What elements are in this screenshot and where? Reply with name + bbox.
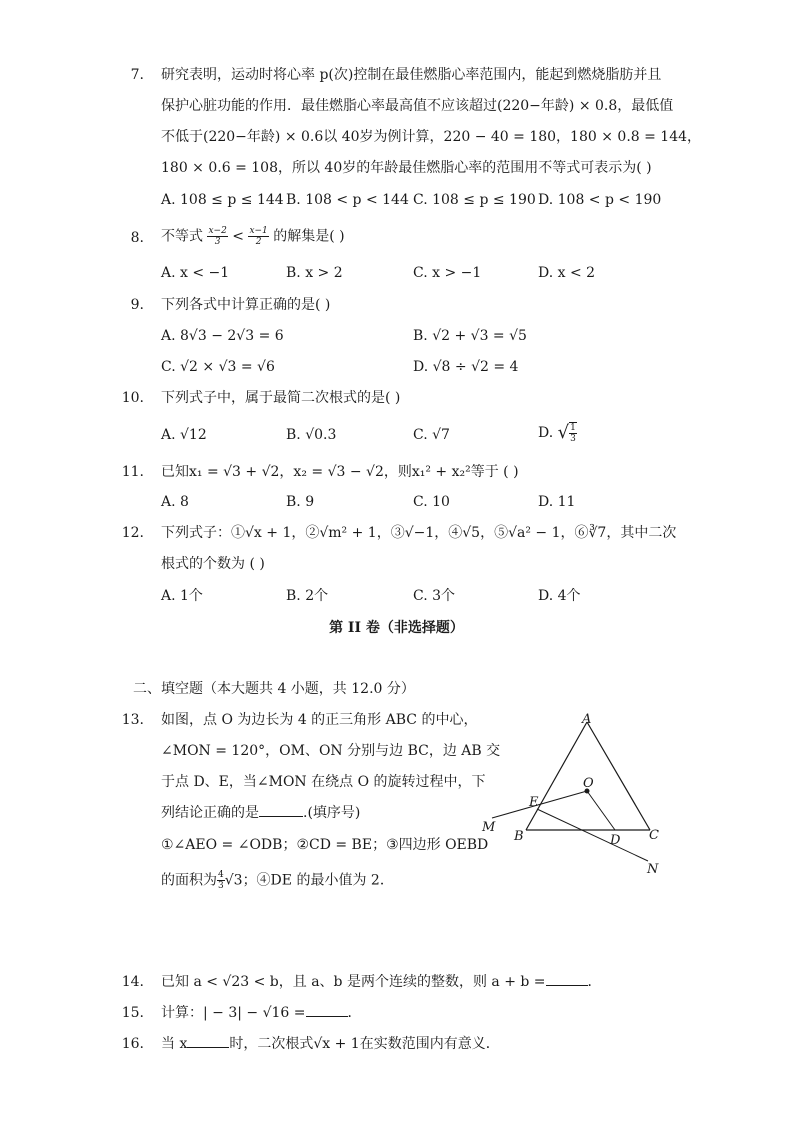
- q8-less-than: <: [232, 228, 244, 245]
- q15-answer-blank[interactable]: [306, 1016, 348, 1017]
- q13-number: 13.: [121, 712, 144, 728]
- q16-text: 当 x 时，二次根式√x + 1在实数范围内有意义．: [161, 1036, 500, 1052]
- q9-number: 9.: [130, 297, 144, 313]
- q8-fraction-right: $\frac{x-1}{2}$: [249, 226, 268, 247]
- q10-option-d: D. √ $\frac{1}{3}$: [538, 422, 576, 444]
- q13-line1: 如图，点 O 为边长为 4 的正三角形 ABC 的中心，: [161, 712, 478, 728]
- q13-line4: 列结论正确的是 .(填序号): [161, 805, 361, 821]
- q11-option-b: B. 9: [286, 494, 315, 510]
- q8-option-b: B. x > 2: [286, 265, 343, 281]
- ray-en: [537, 809, 648, 861]
- q7-option-b: B. 108 < p < 144: [286, 192, 409, 208]
- q7-line2: 保护心脏功能的作用．最佳燃脂心率最高值不应该超过(220−年龄) × 0.8，最低值: [161, 98, 674, 114]
- q12-number: 12.: [121, 525, 144, 541]
- q15-text: 计算：| − 3| − √16 = ．: [161, 1005, 362, 1021]
- ray-om: [492, 791, 587, 818]
- q10-option-a: A. √12: [161, 427, 207, 443]
- q11-option-a: A. 8: [161, 494, 189, 510]
- label-d: D: [610, 833, 621, 848]
- label-o: O: [583, 776, 594, 791]
- q11-stem: 已知x₁ = √3 + √2，x₂ = √3 − √2，则x₁² + x₂²等于 ( ): [161, 464, 519, 480]
- q8-prefix: 不等式: [161, 228, 203, 245]
- q16-number: 16.: [121, 1036, 144, 1052]
- q8-number: 8.: [130, 230, 144, 246]
- q8-option-d: D. x < 2: [538, 265, 596, 281]
- q12-option-d: D. 4个: [538, 588, 581, 604]
- q9-stem: 下列各式中计算正确的是( ): [161, 297, 331, 313]
- q7-option-d: D. 108 < p < 190: [538, 192, 662, 208]
- q10-stem: 下列式子中，属于最简二次根式的是( ): [161, 390, 401, 406]
- q9-option-a: A. 8√3 − 2√3 = 6: [161, 328, 284, 344]
- q7-option-a: A. 108 ≤ p ≤ 144: [161, 192, 284, 208]
- q10-option-b: B. √0.3: [286, 427, 337, 443]
- side-ac: [587, 722, 650, 830]
- label-a: A: [582, 712, 592, 727]
- segment-od: [587, 791, 615, 830]
- q8-fraction-left: $\frac{x-2}{3}$: [208, 226, 227, 247]
- q13-area-fraction: $\frac{4}{3}$: [218, 870, 224, 891]
- q13-answer-blank[interactable]: [259, 816, 303, 817]
- q14-answer-blank[interactable]: [546, 985, 588, 986]
- q11-number: 11.: [121, 464, 144, 480]
- q10-number: 10.: [121, 390, 144, 406]
- triangle-figure: [470, 705, 670, 880]
- q15-number: 15.: [121, 1005, 144, 1021]
- q9-option-b: B. √2 + √3 = √5: [413, 328, 527, 344]
- q12-option-a: A. 1个: [161, 588, 203, 604]
- label-b: B: [514, 829, 524, 844]
- q12-line2: 根式的个数为 ( ): [161, 556, 265, 572]
- q12-option-b: B. 2个: [286, 588, 329, 604]
- q7-line3: 不低于(220−年龄) × 0.6以 40岁为例计算，220 − 40 = 180，180 × 0.8 = 144，: [161, 129, 702, 145]
- q9-option-d: D. √8 ÷ √2 = 4: [413, 359, 519, 375]
- q8-option-c: C. x > −1: [413, 265, 482, 281]
- q7-line4: 180 × 0.6 = 108，所以 40岁的年龄最佳燃脂心率的范围用不等式可表示为( ): [161, 160, 652, 176]
- q13-line5: ①∠AEO = ∠ODB；②CD = BE；③四边形 OEBD: [161, 837, 489, 853]
- q8-option-a: A. x < −1: [161, 265, 230, 281]
- side-ab: [526, 722, 587, 830]
- q7-option-c: C. 108 ≤ p ≤ 190: [413, 192, 536, 208]
- label-m: M: [482, 820, 496, 835]
- q14-number: 14.: [121, 974, 144, 990]
- label-e: E: [529, 795, 539, 810]
- q13-line2: ∠MON = 120°，OM、ON 分别与边 BC，边 AB 交: [161, 743, 501, 759]
- q12-line1: 下列式子：①√x + 1，②√m² + 1，③√−1，④√5，⑤√a² − 1，⑥∛7，其中二次: [161, 525, 677, 541]
- q12-option-c: C. 3个: [413, 588, 456, 604]
- q13-line3: 于点 D、E，当∠MON 在绕点 O 的旋转过程中，下: [161, 774, 486, 790]
- q8-stem: [161, 226, 345, 247]
- q11-option-c: C. 10: [413, 494, 450, 510]
- q13-line6: 的面积为 $\frac{4}{3}$ √3；④DE 的最小值为 2．: [161, 870, 394, 891]
- q16-answer-blank[interactable]: [187, 1047, 229, 1048]
- section2-header: 二、填空题（本大题共 4 小题，共 12.0 分）: [133, 681, 415, 697]
- part2-title: 第 II 卷（非选择题）: [329, 620, 464, 636]
- q7-line1: 研究表明，运动时将心率 p(次)控制在最佳燃脂心率范围内，能起到燃烧脂肪并且: [161, 67, 662, 83]
- q10-option-c: C. √7: [413, 427, 450, 443]
- q11-option-d: D. 11: [538, 494, 576, 510]
- q7-number: 7.: [130, 67, 144, 83]
- label-c: C: [649, 828, 659, 843]
- label-n: N: [647, 862, 659, 877]
- q10-d-fraction: $\frac{1}{3}$: [570, 423, 576, 444]
- q9-option-c: C. √2 × √3 = √6: [161, 359, 275, 375]
- q14-text: 已知 a < √23 < b，且 a、b 是两个连续的整数，则 a + b = ．: [161, 974, 602, 990]
- q8-suffix: 的解集是( ): [273, 228, 345, 245]
